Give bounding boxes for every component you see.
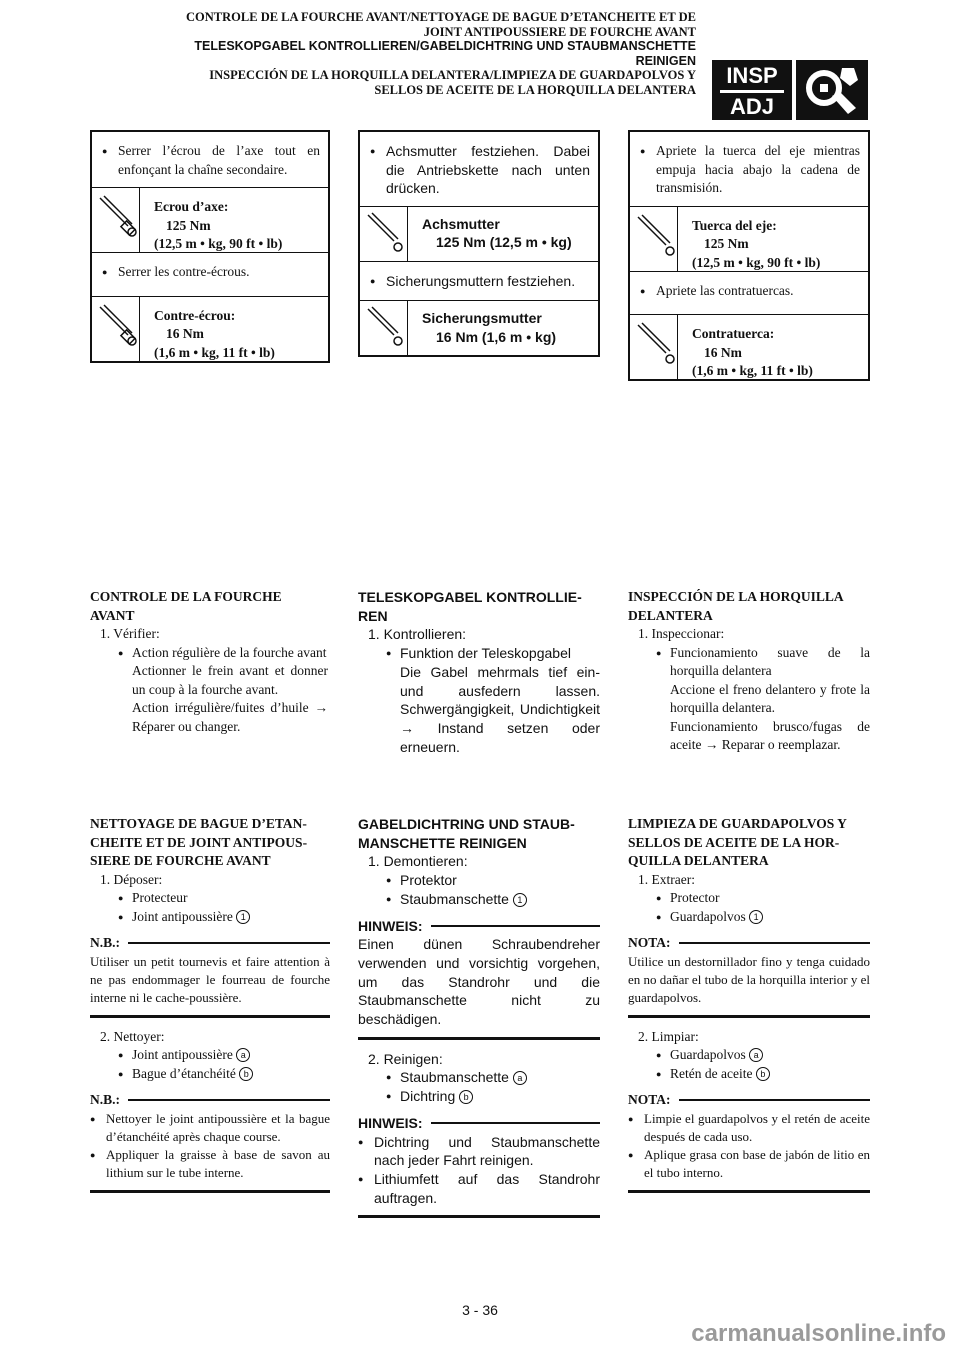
fr-step-locknuts: ● Serrer les contre-écrous.	[102, 263, 320, 282]
callout-marker: b	[459, 1090, 473, 1104]
de-torque2-value: 16 Nm (1,6 m • kg)	[436, 328, 557, 345]
insp-adj-badge	[712, 60, 868, 120]
fr-step-axle-nut: ● Serrer l’écrou de l’axe tout en enfonçant la chaîne secondaire.	[102, 142, 320, 179]
torque-wrench-icon	[360, 301, 408, 355]
es-torque1-value: 125 Nm	[704, 236, 749, 251]
torque-wrench-icon	[630, 207, 678, 271]
bullet-item: Protector	[670, 890, 720, 905]
callout-marker: b	[756, 1067, 770, 1081]
section-title: QUILLA DELANTERA	[628, 853, 769, 868]
es-torque2-value: 16 Nm	[704, 344, 742, 360]
note-bullet: ● Dichtring und Staubmanschette nach jeder Fahrt reinigen.	[358, 1133, 600, 1170]
section-title: NETTOYAGE DE BAGUE D’ETAN-	[90, 816, 307, 831]
note-label: N.B.:	[90, 935, 120, 950]
badge-insp-text: INSP	[726, 63, 778, 88]
page-number: 3 - 36	[462, 1302, 498, 1318]
callout-marker: 1	[749, 910, 763, 924]
section-title: AVANT	[90, 607, 135, 623]
bullet-item: Staubmanschette	[400, 1069, 509, 1086]
note-bullet: ● Nettoyer le joint antipoussière et la bague d’étanchéité après chaque course.	[90, 1110, 330, 1146]
es-torque1-value-alt: (12,5 m • kg, 90 ft • lb)	[692, 254, 821, 270]
bullet-item: Protektor	[400, 872, 457, 889]
es-torque1-name: Tuerca del eje:	[692, 217, 777, 233]
section-title: DELANTERA	[628, 607, 713, 623]
section-title: INSPECCIÓN DE LA HORQUILLA	[628, 589, 844, 604]
bullet-item: Funktion der Teleskopgabel	[400, 645, 571, 662]
clean-de: GABELDICHTRING UND STAUB- MANSCHETTE REINIGEN 1. Demontieren: ● Protektor ● Staubmanschette 1 HINWEIS: Einen dünen Schraubendreher verwenden und vorsichtig vorgehen, um das Standrohr und die Staubmanschette nicht zu beschädigen. 2. Reinigen: ● Staubmanschette a ● Dichtring b HINWEIS: ● Dichtring und Staubmanschette nach jeder Fahrt reinigen. ● Lithiumfett auf das Standrohr auftragen.	[358, 815, 600, 1218]
step-label: 1. Demontieren:	[368, 853, 468, 870]
de-torque2-name: Sicherungsmutter	[422, 310, 542, 326]
clean-es: LIMPIEZA DE GUARDAPOLVOS Y SELLOS DE ACEITE DE LA HOR- QUILLA DELANTERA 1. Extraer: ● Protector ● Guardapolvos 1 NOTA: Utilice un destornillador fino y tenga cuidado en no dañar el tubo de la horquilla interior y el guardapolvos. 2. Limpiar: ● Guardapolvos a ● Retén de aceite b NOTA: ● Limpie el guardapolvos y el retén de aceite después de cada uso. ● Aplique grasa con base de jabón de litio en el tubo interno.	[628, 815, 870, 1193]
section-title: CHEITE ET DE JOINT ANTIPOUS-	[90, 834, 308, 850]
step-label: 1. Déposer:	[100, 871, 163, 887]
section-title: TELESKOPGABEL KONTROLLIE-	[358, 589, 582, 605]
fr-torque1-value-alt: (12,5 m • kg, 90 ft • lb)	[154, 236, 283, 251]
de-torque1-name: Achsmutter	[422, 215, 500, 232]
fr-torque2-name: Contre-écrou:	[154, 307, 236, 323]
torque-box-fr	[90, 130, 330, 363]
de-step-locknuts: ● Sicherungsmuttern festziehen.	[370, 272, 590, 291]
note-label: HINWEIS:	[358, 917, 423, 934]
header-fr-line1: CONTROLE DE LA FOURCHE AVANT/NETTOYAGE DE BAGUE D’ETANCHEITE ET DE	[186, 10, 696, 24]
inspect-fr: CONTROLE DE LA FOURCHE AVANT 1. Vérifier: ● Action régulière de la fourche avant Actionner le frein avant et donner un coup à la fourche avant. Action irrégulière/fuites d’huile → Réparer ou changer.	[90, 588, 328, 736]
callout-marker: a	[236, 1048, 250, 1062]
badge-adj-text: ADJ	[729, 94, 774, 119]
callout-marker: a	[749, 1048, 763, 1062]
section-title: CONTROLE DE LA FOURCHE	[90, 589, 282, 604]
bullet-item: Staubmanschette	[400, 890, 509, 907]
fr-torque1-name: Ecrou d’axe:	[154, 199, 229, 214]
fr-torque2-value-alt: (1,6 m • kg, 11 ft • lb)	[154, 344, 275, 360]
watermark: carmanualsonline.info	[691, 1320, 946, 1347]
note-label: HINWEIS:	[358, 1114, 423, 1131]
note-text: Einen dünen Schraubendreher verwenden und vorsichtig vorgehen, um das Standrohr und die Staubmanschette nicht zu beschädigen.	[358, 936, 600, 1028]
fr-torque2-value: 16 Nm	[166, 326, 204, 341]
note-label: N.B.:	[90, 1092, 120, 1107]
step-label: 2. Limpiar:	[638, 1028, 699, 1044]
es-torque2-name: Contratuerca:	[692, 326, 775, 341]
torque-wrench-icon	[92, 188, 140, 252]
paragraph: Action irrégulière/fuites d’huile → Réparer ou changer.	[132, 700, 328, 734]
note-bullet: ● Lithiumfett auf das Standrohr auftragen.	[358, 1170, 600, 1207]
bullet-item: Action régulière de la fourche avant	[132, 644, 327, 660]
bullet-item: Joint antipoussière	[132, 1047, 233, 1062]
paragraph: Actionner le frein avant et donner un coup à la fourche avant.	[132, 663, 328, 697]
torque-wrench-icon	[630, 315, 678, 379]
header-es-line2: SELLOS DE ACEITE DE LA HORQUILLA DELANTERA	[374, 82, 696, 97]
page-header	[70, 10, 696, 97]
callout-marker: 1	[236, 910, 250, 924]
note-label: NOTA:	[628, 1092, 671, 1107]
note-bullet: ● Appliquer la graisse à base de savon au lithium sur le tube interne.	[90, 1146, 330, 1182]
callout-marker: a	[513, 1071, 527, 1085]
step-label: 1. Vérifier:	[100, 626, 160, 641]
inspect-de: TELESKOPGABEL KONTROLLIE- REN 1. Kontrollieren: ● Funktion der Teleskopgabel Die Gabel mehrmals tief ein- und ausfedern lassen. Schwergängigkeit, Undichtigkeit → Instand setzen oder erneuern.	[358, 589, 600, 755]
es-step-axle-nut: ● Apriete la tuerca del eje mientras empuja hacia abajo la cadena de transmisión.	[640, 142, 860, 198]
header-es-line1: INSPECCIÓN DE LA HORQUILLA DELANTERA/LIMPIEZA DE GUARDAPOLVOS Y	[209, 68, 696, 82]
section-title: REN	[358, 607, 388, 624]
step-label: 1. Inspeccionar:	[638, 626, 725, 641]
section-title: GABELDICHTRING UND STAUB-	[358, 816, 575, 832]
note-text: Utilice un destornillador fino y tenga cuidado en no dañar el tubo de la horquilla interior y el guardapolvos.	[628, 953, 870, 1005]
bullet-item: Dichtring	[400, 1088, 456, 1105]
de-torque1-value: 125 Nm (12,5 m • kg)	[436, 234, 572, 250]
inspect-es: INSPECCIÓN DE LA HORQUILLA DELANTERA 1. Inspeccionar: ● Funcionamiento suave de la horquilla delantera Accione el freno delantero y frote la horquilla delantera. Funcionamiento brusco/fugas de aceite → Reparar o reemplazar.	[628, 588, 870, 755]
bullet-item: Guardapolvos	[670, 908, 746, 924]
torque-wrench-icon	[92, 297, 140, 361]
section-title: SIERE DE FOURCHE AVANT	[90, 853, 271, 868]
torque-wrench-icon	[360, 207, 408, 261]
bullet-item: Funcionamiento suave de la horquilla delantera	[670, 644, 870, 678]
note-text: Utiliser un petit tournevis et faire attention à ne pas endommager le fourreau de fourche interne ni le cache-poussière.	[90, 953, 330, 1005]
section-title: MANSCHETTE REINIGEN	[358, 834, 527, 851]
step-label: 1. Extraer:	[638, 871, 695, 887]
bullet-item: Retén de aceite	[670, 1065, 753, 1081]
section-title: SELLOS DE ACEITE DE LA HOR-	[628, 834, 840, 850]
callout-marker: b	[239, 1067, 253, 1081]
step-label: 1. Kontrollieren:	[368, 626, 467, 643]
paragraph: Funcionamiento brusco/fugas de aceite → Reparar o reemplazar.	[670, 718, 870, 752]
step-label: 2. Nettoyer:	[100, 1028, 165, 1044]
paragraph: Die Gabel mehrmals tief ein- und ausfedern lassen. Schwergängigkeit, Undichtigkeit → Instand setzen oder erneuern.	[400, 663, 600, 755]
de-step-axle-nut: ● Achsmutter festziehen. Dabei die Antriebskette nach unten drücken.	[370, 142, 590, 198]
fr-torque1-value: 125 Nm	[166, 217, 211, 233]
bullet-item: Guardapolvos	[670, 1047, 746, 1062]
header-de-line2: REINIGEN	[635, 53, 696, 68]
clean-fr: NETTOYAGE DE BAGUE D’ETAN- CHEITE ET DE JOINT ANTIPOUS- SIERE DE FOURCHE AVANT 1. Déposer: ● Protecteur ● Joint antipoussière 1 N.B.: Utiliser un petit tournevis et faire attention à ne pas endommager le fourreau de fourche interne ni le cache-poussière. 2. Nettoyer: ● Joint antipoussière a ● Bague d’étanchéité b N.B.: ● Nettoyer le joint antipoussière et la bague d’étanchéité après chaque course. ● Appliquer la graisse à base de savon au lithium sur le tube interne.	[90, 815, 330, 1193]
note-bullet: ● Limpie el guardapolvos y el retén de aceite después de cada uso.	[628, 1110, 870, 1146]
bullet-item: Joint antipoussière	[132, 908, 233, 924]
step-label: 2. Reinigen:	[368, 1050, 443, 1067]
header-fr-line2: JOINT ANTIPOUSSIERE DE FOURCHE AVANT	[423, 24, 696, 39]
torque-box-de	[358, 130, 600, 357]
note-label: NOTA:	[628, 935, 671, 950]
header-de-line1: TELESKOPGABEL KONTROLLIEREN/GABELDICHTRING UND STAUBMANSCHETTE	[194, 39, 696, 53]
bullet-item: Protecteur	[132, 890, 188, 905]
es-torque2-value-alt: (1,6 m • kg, 11 ft • lb)	[692, 363, 813, 378]
torque-box-es	[628, 130, 870, 381]
paragraph: Accione el freno delantero y frote la horquilla delantera.	[670, 681, 870, 715]
es-step-locknuts: ● Apriete las contratuercas.	[640, 282, 860, 301]
wrench-tool-icon	[796, 60, 868, 120]
bullet-item: Bague d’étanchéité	[132, 1065, 236, 1081]
note-bullet: ● Aplique grasa con base de jabón de litio en el tubo interno.	[628, 1146, 870, 1182]
section-title: LIMPIEZA DE GUARDAPOLVOS Y	[628, 816, 847, 831]
callout-marker: 1	[513, 893, 527, 907]
